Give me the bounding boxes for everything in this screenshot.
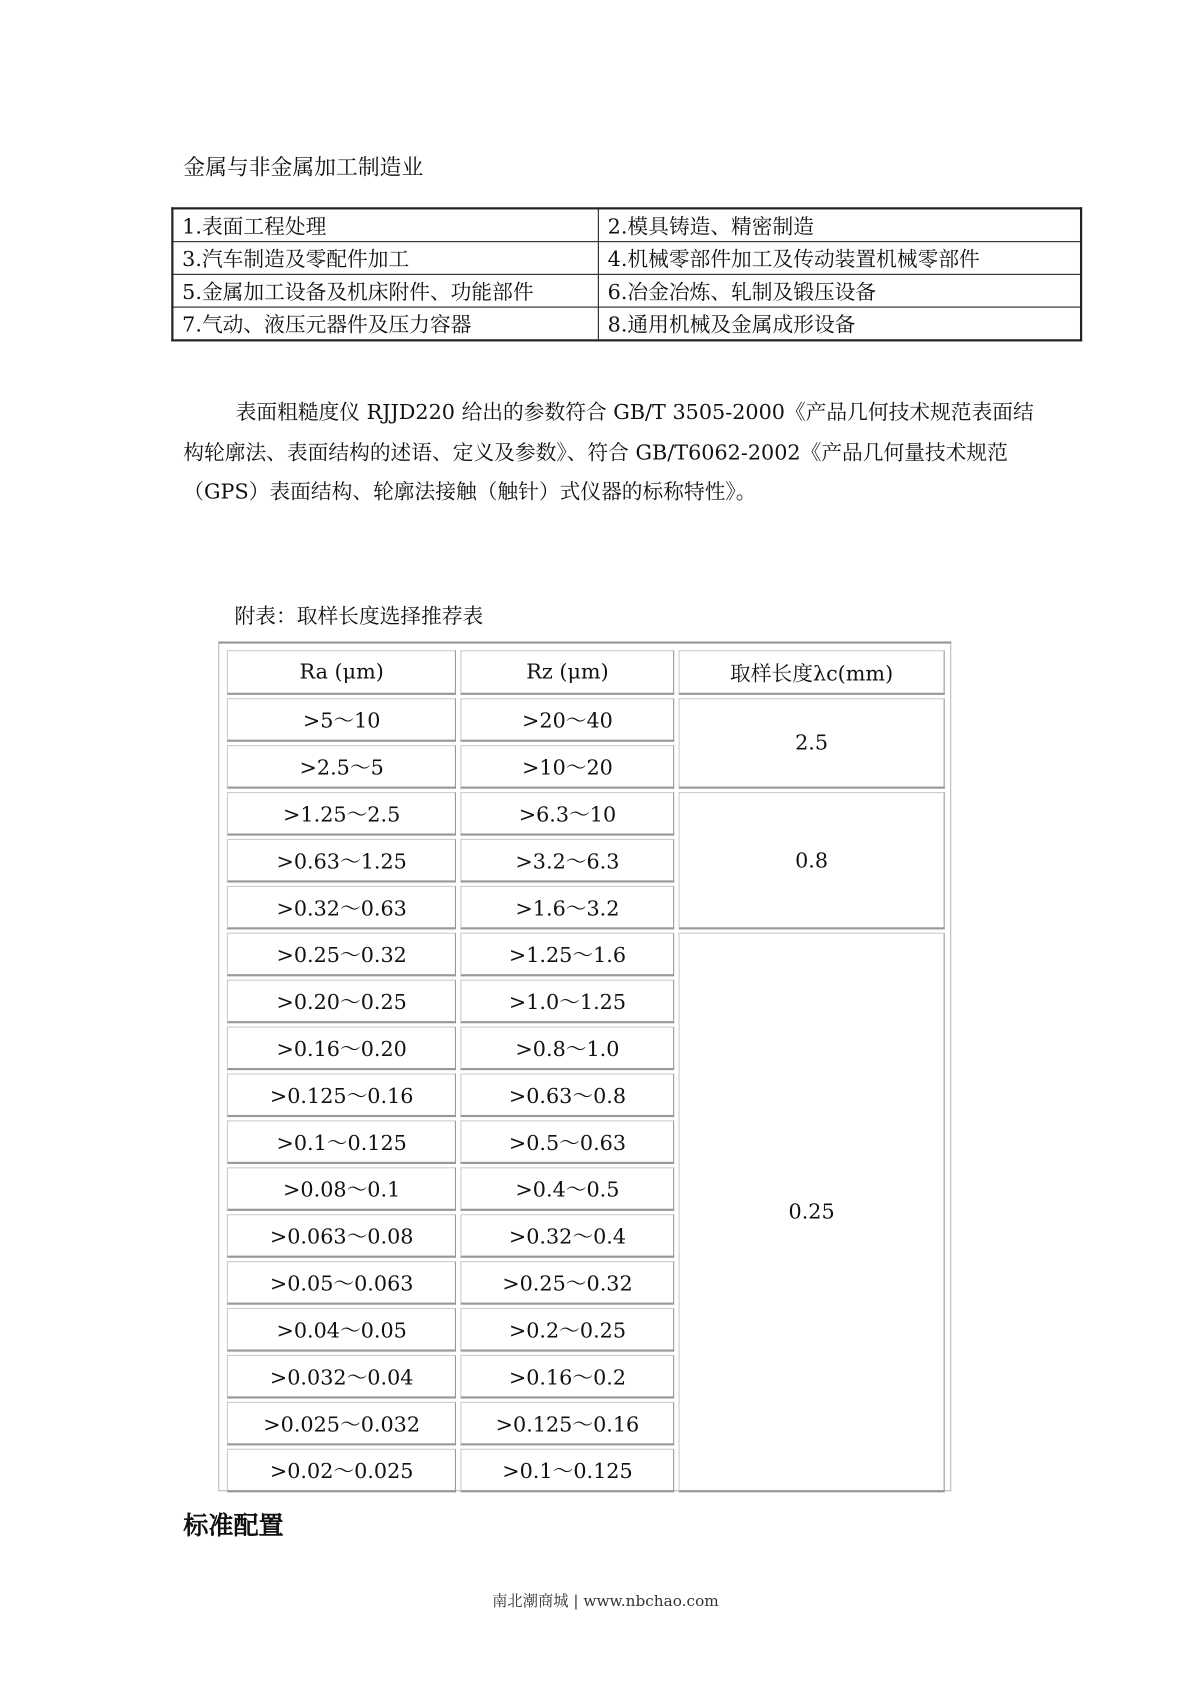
header-row xyxy=(227,650,945,695)
ra-cell: >5～10 xyxy=(227,698,457,742)
ra-cell: >0.02～0.025 xyxy=(227,1449,457,1493)
ra-cell: >0.20～0.25 xyxy=(227,980,457,1024)
column-header: Rz (μm) xyxy=(461,650,674,695)
table-row xyxy=(172,307,1081,340)
sampling-length-cell: 0.25 xyxy=(678,933,944,1493)
ra-cell: >0.04～0.05 xyxy=(227,1308,457,1352)
ra-cell: >0.16～0.20 xyxy=(227,1027,457,1071)
rz-cell: >10～20 xyxy=(461,745,674,789)
industry-cell: 8.通用机械及金属成形设备 xyxy=(598,307,1081,340)
rz-cell: >1.25～1.6 xyxy=(461,933,674,977)
ra-cell: >0.063～0.08 xyxy=(227,1214,457,1258)
footer: 南北潮商城 | www.nbchao.com xyxy=(492,1592,719,1611)
industry-cell: 6.冶金冶炼、轧制及锻压设备 xyxy=(598,274,1081,307)
table-row xyxy=(227,698,945,742)
standards-paragraph: 表面粗糙度仪 RJJD220 给出的参数符合 GB/T 3505-2000《产品几何技术规范表面结构轮廓法、表面结构的述语、定义及参数》、符合 GB/T6062-2002《产品几何量技术规范（GPS）表面结构、轮廓法接触（触针）式仪器的标称特性》。 xyxy=(183,400,1034,504)
rz-cell: >1.6～3.2 xyxy=(461,886,674,930)
industry-cell: 4.机械零部件加工及传动装置机械零部件 xyxy=(598,242,1081,275)
industry-cell: 7.气动、液压元器件及压力容器 xyxy=(172,307,598,340)
sampling-length-cell: 0.8 xyxy=(678,792,944,929)
rz-cell: >0.1～0.125 xyxy=(461,1449,674,1493)
ra-cell: >0.025～0.032 xyxy=(227,1402,457,1446)
ra-cell: >1.25～2.5 xyxy=(227,792,457,836)
rz-cell: >0.32～0.4 xyxy=(461,1214,674,1258)
rz-cell: >0.4～0.5 xyxy=(461,1167,674,1211)
rz-cell: >6.3～10 xyxy=(461,792,674,836)
rz-cell: >20～40 xyxy=(461,698,674,742)
table-row xyxy=(227,792,945,836)
column-header: 取样长度λc(mm) xyxy=(678,650,944,695)
sampling-length-cell: 2.5 xyxy=(678,698,944,789)
rz-cell: >1.0～1.25 xyxy=(461,980,674,1024)
table-row xyxy=(172,274,1081,307)
ra-cell: >0.63～1.25 xyxy=(227,839,457,883)
rz-cell: >0.5～0.63 xyxy=(461,1120,674,1164)
ra-cell: >0.1～0.125 xyxy=(227,1120,457,1164)
rz-cell: >0.2～0.25 xyxy=(461,1308,674,1352)
column-header: Ra (μm) xyxy=(227,650,457,695)
sampling-length-table xyxy=(218,641,951,1491)
industry-cell: 2.模具铸造、精密制造 xyxy=(598,208,1081,241)
rz-cell: >0.8～1.0 xyxy=(461,1027,674,1071)
table-row xyxy=(172,242,1081,275)
table-caption: 附表：取样长度选择推荐表 xyxy=(234,604,484,629)
industry-table xyxy=(171,207,1082,341)
ra-cell: >0.125～0.16 xyxy=(227,1073,457,1117)
industry-cell: 1.表面工程处理 xyxy=(172,208,598,241)
ra-cell: >0.25～0.32 xyxy=(227,933,457,977)
industry-cell: 3.汽车制造及零配件加工 xyxy=(172,242,598,275)
section-title: 金属与非金属加工制造业 xyxy=(183,153,424,180)
ra-cell: >2.5～5 xyxy=(227,745,457,789)
rz-cell: >0.16～0.2 xyxy=(461,1355,674,1399)
ra-cell: >0.05～0.063 xyxy=(227,1261,457,1305)
rz-cell: >0.63～0.8 xyxy=(461,1073,674,1117)
industry-cell: 5.金属加工设备及机床附件、功能部件 xyxy=(172,274,598,307)
rz-cell: >3.2～6.3 xyxy=(461,839,674,883)
rz-cell: >0.125～0.16 xyxy=(461,1402,674,1446)
standard-config-heading: 标准配置 xyxy=(183,1510,284,1541)
ra-cell: >0.32～0.63 xyxy=(227,886,457,930)
rz-cell: >0.25～0.32 xyxy=(461,1261,674,1305)
ra-cell: >0.032～0.04 xyxy=(227,1355,457,1399)
ra-cell: >0.08～0.1 xyxy=(227,1167,457,1211)
table-row xyxy=(172,208,1081,241)
table-row xyxy=(227,933,945,977)
